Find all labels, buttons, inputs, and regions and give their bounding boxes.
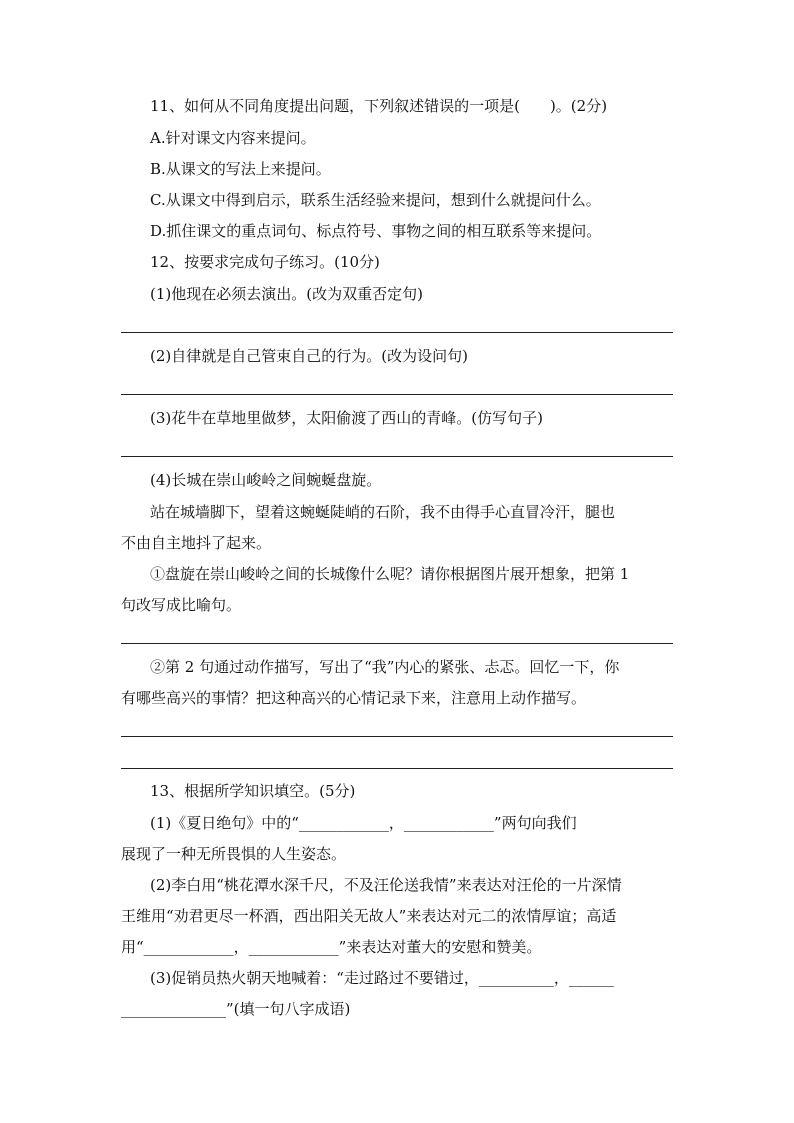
- q11-option-a: A.针对课文内容来提问。: [150, 129, 316, 147]
- q11-option-b: B.从课文的写法上来提问。: [150, 160, 331, 178]
- answer-line-5[interactable]: [121, 736, 673, 737]
- q13-part3-line-1: (3)促销员热火朝天地喊着：“走过路过不要错过，__________，______: [150, 969, 614, 987]
- answer-line-1[interactable]: [121, 332, 673, 333]
- q13-part2-line-1: (2)李白用“桃花潭水深千尺，不及汪伦送我情”来表达对汪伦的一片深情: [150, 876, 622, 894]
- answer-line-3[interactable]: [121, 456, 673, 457]
- q13-part2-line-3: 用“____________，____________”来表达对董大的安慰和赞美。: [121, 938, 542, 956]
- q12-sentence-2: (2)自律就是自己管束自己的行为。(改为设问句): [150, 347, 468, 365]
- q12-passage-line-1: 站在城墙脚下，望着这蜿蜒陡峭的石阶，我不由得手心直冒冷汗，腿也: [150, 503, 616, 521]
- q11-option-d: D.抓住课文的重点词句、标点符号、事物之间的相互联系等来提问。: [150, 222, 602, 240]
- answer-line-2[interactable]: [121, 394, 673, 395]
- answer-line-6[interactable]: [121, 768, 673, 769]
- q12-subq1-line-2: 句改写成比喻句。: [121, 596, 242, 614]
- q13-part3-line-2: ______________”(填一句八字成语): [121, 1000, 351, 1018]
- q13-part1-line-2: 展现了一种无所畏惧的人生姿态。: [121, 845, 347, 863]
- q12-subq2-line-2: 有哪些高兴的事情？把这种高兴的心情记录下来，注意用上动作描写。: [121, 689, 587, 707]
- q11-option-c: C.从课文中得到启示，联系生活经验来提问，想到什么就提问什么。: [150, 191, 601, 209]
- q13-part2-line-2: 王维用“劝君更尽一杯酒，西出阳关无故人”来表达对元二的浓情厚谊；高适: [121, 907, 617, 925]
- q13-part1-line-1: (1)《夏日绝句》中的“____________，____________”两句向我们: [150, 814, 577, 832]
- q12-subq2-line-1: ②第 2 句通过动作描写，写出了“我”内心的紧张、忐忑。回忆一下，你: [150, 658, 620, 676]
- q12-subq1-line-1: ①盘旋在崇山峻岭之间的长城像什么呢？请你根据图片展开想象，把第 1: [150, 565, 630, 583]
- q12-sentence-1: (1)他现在必须去演出。(改为双重否定句): [150, 285, 423, 303]
- q12-sentence-3: (3)花牛在草地里做梦，太阳偷渡了西山的青峰。(仿写句子): [150, 409, 543, 427]
- q12-stem: 12、按要求完成句子练习。(10分): [150, 253, 380, 271]
- q11-stem: 11、如何从不同角度提出问题，下列叙述错误的一项是( )。(2分): [150, 97, 608, 115]
- answer-line-4[interactable]: [121, 643, 673, 644]
- q12-passage-line-2: 不由自主地抖了起来。: [121, 534, 272, 552]
- q12-sentence-4: (4)长城在崇山峻岭之间蜿蜒盘旋。: [150, 471, 382, 489]
- q13-stem: 13、根据所学知识填空。(5分): [150, 782, 356, 800]
